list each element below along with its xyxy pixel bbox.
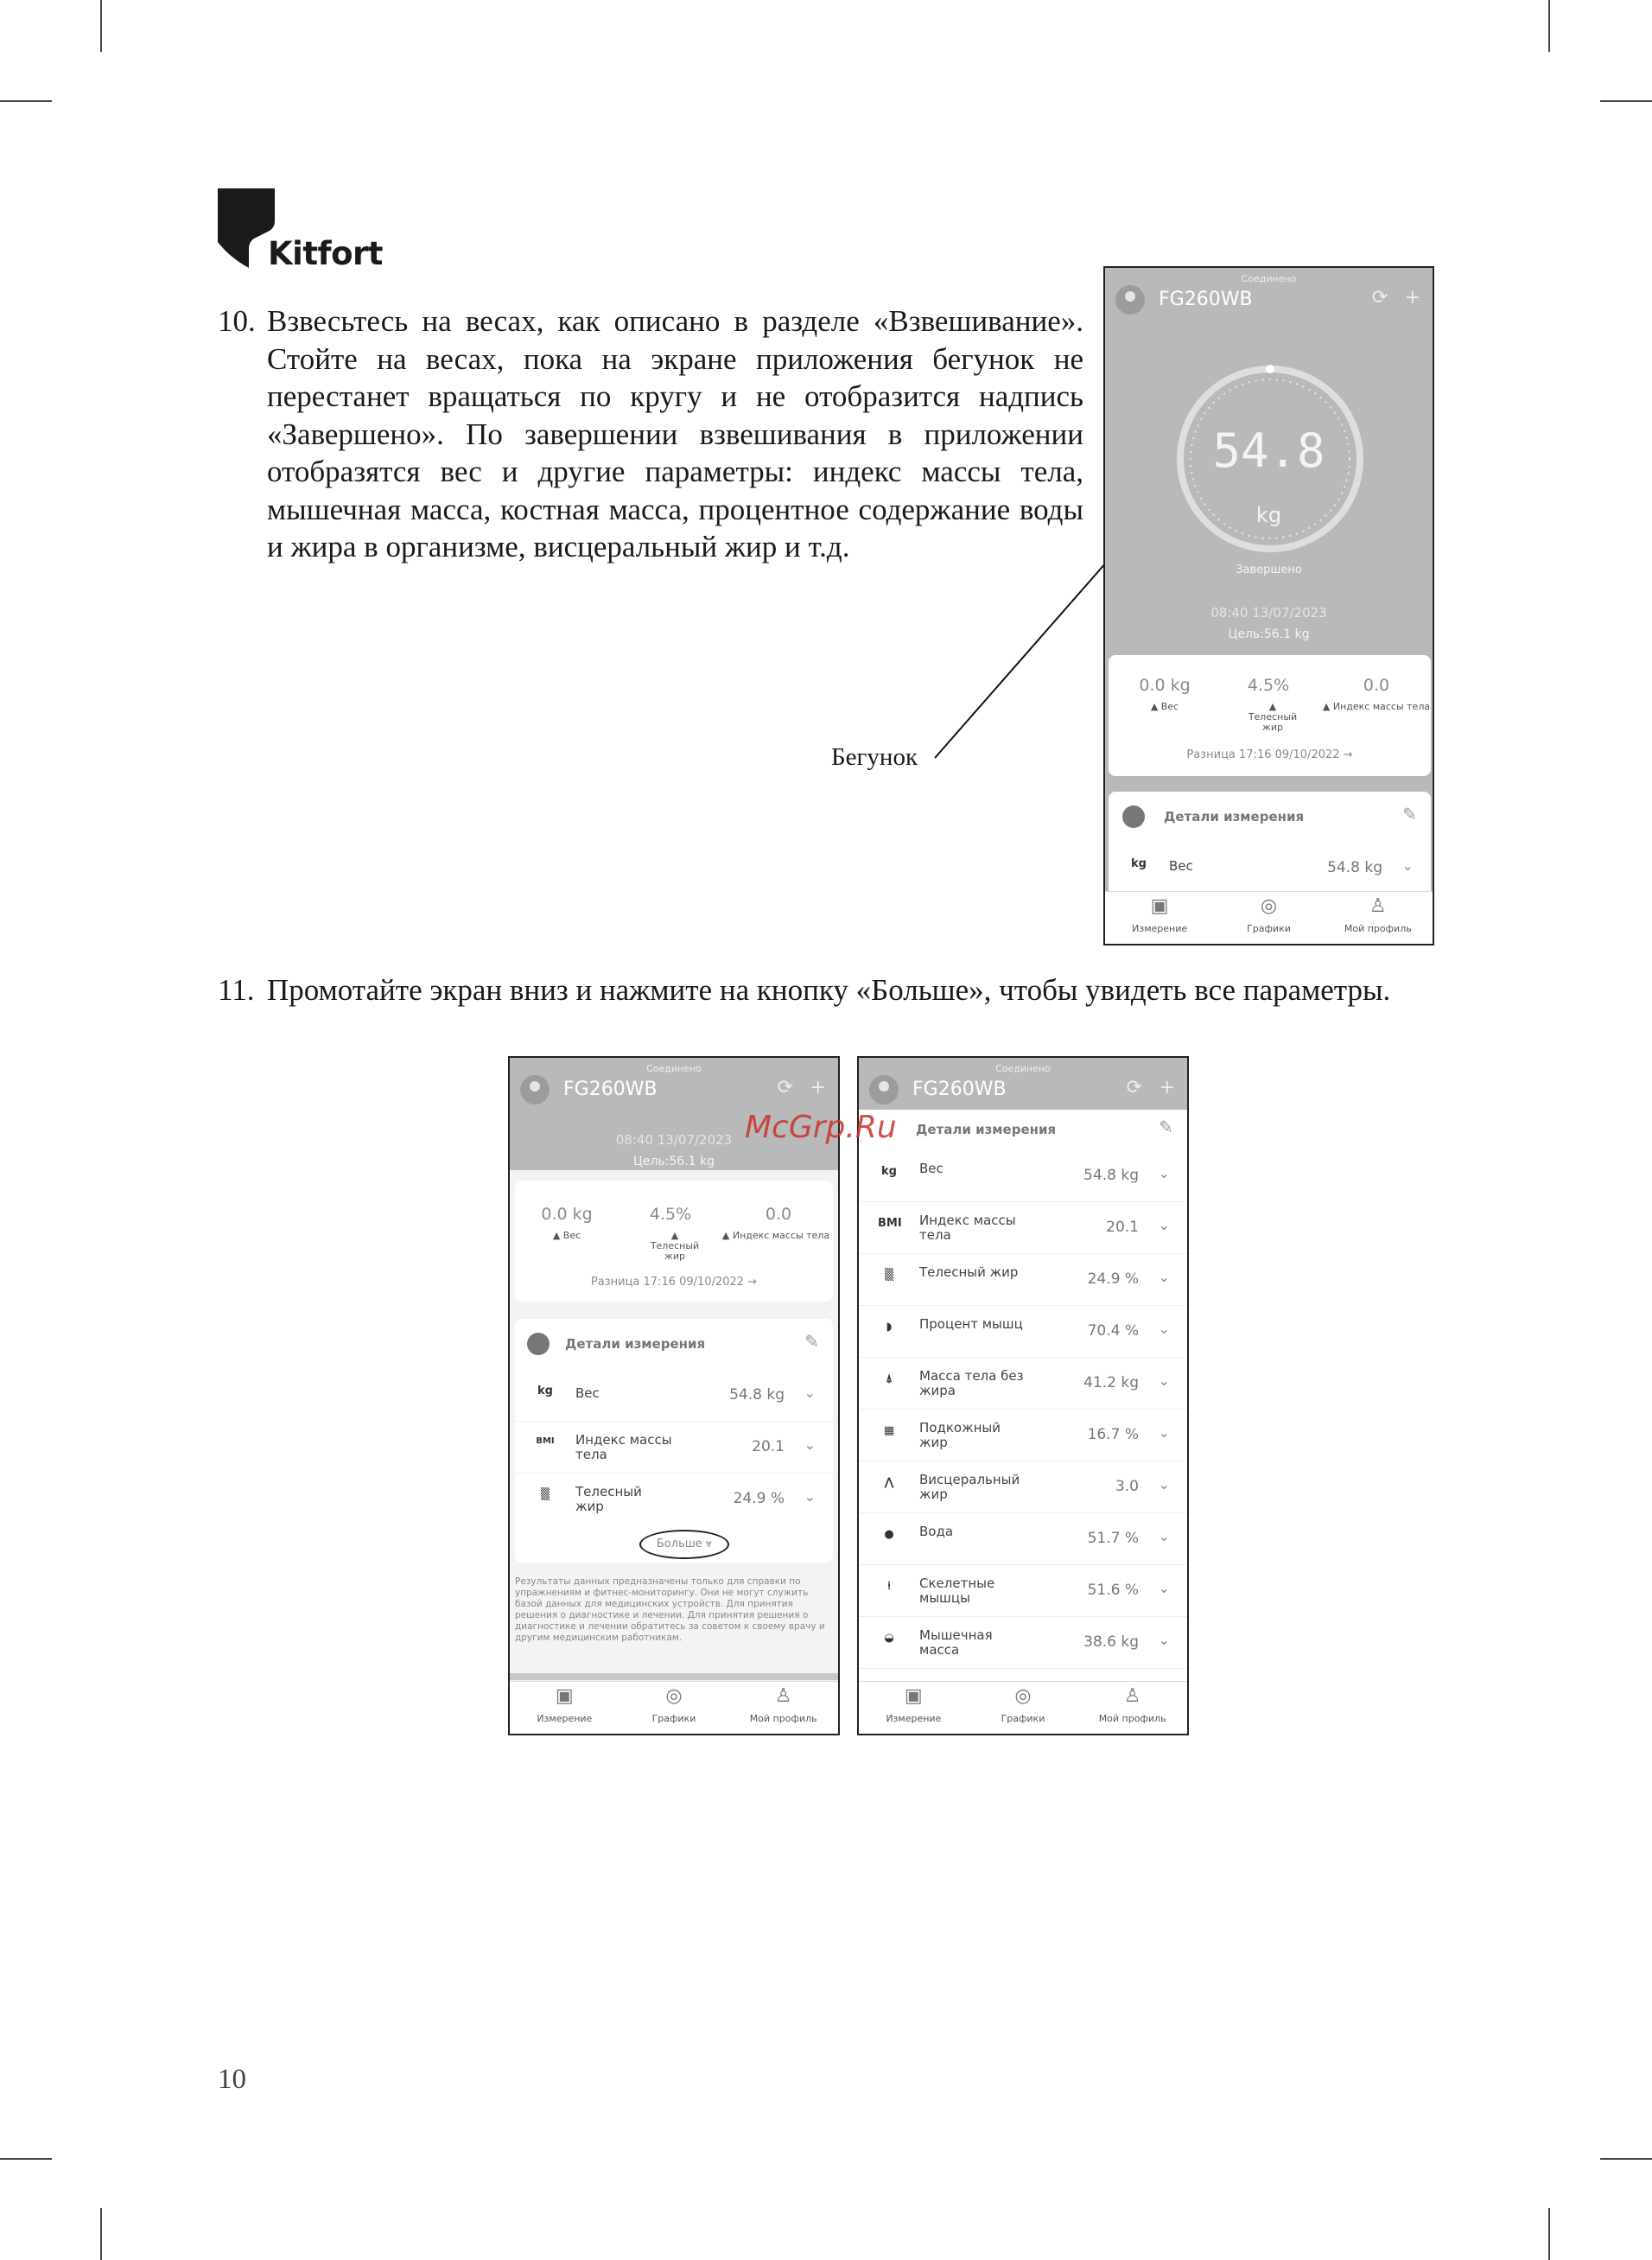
metric-value: 70.4 % (1087, 1322, 1139, 1340)
nav-profile[interactable] (1077, 1682, 1187, 1734)
scale-icon: ▣ (1150, 895, 1169, 917)
sync-icon[interactable]: ⟳ (1371, 287, 1388, 309)
datetime: 08:40 13/07/2023 (1210, 605, 1327, 621)
app-screenshot-weighing (1103, 266, 1434, 945)
summary-value: 4.5% (649, 1205, 692, 1224)
metric-icon: ▦ (883, 1424, 895, 1437)
chevron-down-icon[interactable]: ⌄ (1158, 1217, 1170, 1233)
app-screenshot-details (508, 1056, 840, 1735)
metric-label: Мышечная масса (919, 1627, 993, 1658)
details-title: Детали измерения (565, 1336, 706, 1352)
nav-label: Графики (1001, 1713, 1045, 1724)
metric-row[interactable] (859, 1566, 1187, 1617)
summary-label: ▲ Вес (552, 1230, 581, 1241)
step-number: 11. (218, 973, 255, 1007)
details-card (515, 1319, 833, 1563)
metric-value: 54.8 kg (1083, 1167, 1139, 1184)
avatar[interactable] (1115, 285, 1145, 315)
weight-value: 54.8 (1212, 423, 1325, 478)
metric-value: 3.0 (1115, 1478, 1139, 1495)
profile-icon: ♙ (1369, 895, 1387, 917)
scale-icon: ▣ (555, 1685, 574, 1707)
metric-icon: kg (1131, 857, 1147, 870)
page-number: 10 (218, 2064, 246, 2095)
chevron-down-icon[interactable]: ⌄ (1158, 1165, 1170, 1181)
disclaimer: Результаты данных предназначены только для справки по упражнениям и фитнес-мониторингу. Они не могут служить базой данных для медицинских устройств. Для принятия решения о диагностике и лечении. Для принятия решения о диагностике и лечении обратитесь за советом к своему врачу и другим медицинским работникам. (515, 1576, 825, 1643)
details-icon (1122, 805, 1145, 828)
edit-icon[interactable]: ✎ (804, 1331, 819, 1352)
metric-label: Подкожный жир (919, 1420, 1001, 1450)
summary-card (1109, 655, 1431, 776)
chevron-down-icon[interactable]: ⌄ (1158, 1632, 1170, 1648)
weight-unit: kg (1255, 503, 1282, 527)
metric-value: 16.7 % (1087, 1426, 1139, 1443)
scale-icon: ▣ (904, 1685, 923, 1707)
nav-measure[interactable] (510, 1682, 620, 1734)
metric-icon: ◒ (884, 1632, 894, 1645)
summary-value: 0.0 (1363, 676, 1390, 695)
chevron-down-icon[interactable]: ⌄ (1158, 1372, 1170, 1389)
nav-charts[interactable] (620, 1682, 729, 1734)
details-title: Детали измерения (916, 1122, 1057, 1137)
metric-icon: ● (884, 1528, 894, 1541)
device-name: FG260WB (912, 1079, 1007, 1100)
step-text: Взвесьтесь на весах, как описано в разделе «Взвешивание». Стойте на весах, пока на экране приложения бегунок не перестанет вращаться по кругу и не отобразится надпись «Завершено». По завершении взвешивания в приложении отобразятся вес и другие параметры: индекс массы тела, мышечная масса, костная масса, процентное содержание воды и жира в организме, висцеральный жир и т.д. (267, 304, 1083, 563)
nav-measure[interactable] (1105, 892, 1214, 944)
metric-label: Скелетные мышцы (919, 1576, 995, 1606)
nav-measure[interactable] (859, 1682, 969, 1734)
metric-value: 54.8 kg (1327, 859, 1382, 876)
summary-label: ▲ Телесный жир (1248, 701, 1298, 733)
metric-row[interactable] (859, 1462, 1187, 1513)
callout-label: Бегунок (831, 743, 918, 771)
metric-label: Масса тела без жира (919, 1368, 1024, 1398)
metric-value: 54.8 kg (729, 1386, 785, 1404)
app-screenshot-all-metrics (857, 1056, 1189, 1735)
difference-link[interactable]: Разница 17:16 09/10/2022 → (1186, 748, 1353, 761)
chart-icon: ◎ (665, 1685, 683, 1707)
nav-label: Измерение (537, 1713, 593, 1724)
sync-icon[interactable]: ⟳ (777, 1077, 793, 1098)
metric-icon: kg (537, 1385, 553, 1397)
metric-value: 51.7 % (1087, 1530, 1139, 1547)
profile-icon: ♙ (1123, 1685, 1141, 1707)
avatar[interactable] (869, 1075, 899, 1105)
metric-row[interactable] (515, 1371, 833, 1422)
add-icon[interactable]: + (1404, 287, 1420, 309)
nav-label: Измерение (1132, 923, 1188, 934)
status-finished: Завершено (1236, 563, 1302, 576)
metric-value: 20.1 (752, 1438, 785, 1455)
body-fat-icon: ▒ (541, 1488, 550, 1501)
metric-row[interactable] (859, 1255, 1187, 1306)
summary-value: 4.5% (1247, 676, 1290, 695)
chevron-down-icon[interactable]: ⌄ (1158, 1321, 1170, 1337)
nav-charts[interactable] (1214, 892, 1323, 944)
scroll-divider (510, 1673, 838, 1680)
nav-label: Мой профиль (1098, 1713, 1166, 1724)
goal: Цель:56.1 kg (632, 1155, 715, 1168)
nav-charts[interactable] (969, 1682, 1078, 1734)
details-title: Детали измерения (1164, 809, 1305, 824)
metric-label: Вес (1169, 858, 1193, 874)
nav-label: Измерение (886, 1713, 942, 1724)
connection-status: Соединено (646, 1063, 702, 1074)
nav-label: Мой профиль (1344, 923, 1412, 934)
metric-row[interactable] (859, 1359, 1187, 1410)
chevron-down-icon[interactable]: ⌄ (1158, 1476, 1170, 1493)
metric-label: Телесный жир (919, 1264, 1019, 1280)
difference-link[interactable]: Разница 17:16 09/10/2022 → (590, 1276, 758, 1289)
summary-label: ▲ Индекс массы тела (1322, 701, 1431, 712)
chart-icon: ◎ (1260, 895, 1278, 917)
step-number: 10. (218, 304, 256, 338)
nav-label: Мой профиль (749, 1713, 817, 1724)
metric-row[interactable] (515, 1423, 833, 1474)
summary-value: 0.0 kg (541, 1205, 593, 1224)
summary-value: 0.0 (765, 1205, 792, 1224)
chevron-down-icon[interactable]: ⌄ (1158, 1424, 1170, 1441)
nav-label: Графики (651, 1713, 696, 1724)
chevron-down-icon[interactable]: ⌄ (1401, 857, 1414, 874)
connection-status: Соединено (1241, 273, 1297, 284)
metric-label: Висцеральный жир (919, 1472, 1020, 1502)
metric-row[interactable] (859, 1307, 1187, 1358)
metric-row[interactable] (859, 1151, 1187, 1202)
metric-value: 20.1 (1106, 1219, 1139, 1236)
metric-icon: ▒ (885, 1269, 893, 1282)
summary-value: 0.0 kg (1139, 676, 1191, 695)
step-text: Промотайте экран вниз и нажмите на кнопку «Больше», чтобы увидеть все параметры. (267, 973, 1391, 1007)
metric-label: Индекс массы тела (575, 1432, 672, 1462)
metric-value: 41.2 kg (1083, 1374, 1139, 1391)
add-icon[interactable]: + (810, 1077, 826, 1098)
watermark: McGrp.Ru (745, 1110, 897, 1145)
metric-value: 51.6 % (1087, 1582, 1139, 1599)
device-name: FG260WB (1159, 289, 1253, 310)
nav-label: Графики (1247, 923, 1291, 934)
sync-icon[interactable]: ⟳ (1126, 1077, 1142, 1098)
bottom-nav (510, 1681, 838, 1734)
metric-value: 24.9 % (733, 1490, 785, 1507)
metric-icon: BMI (878, 1217, 902, 1230)
metric-row[interactable] (859, 1203, 1187, 1254)
chevron-down-icon[interactable]: ⌄ (804, 1385, 816, 1401)
metric-row[interactable] (859, 1514, 1187, 1565)
connection-status: Соединено (995, 1063, 1051, 1074)
metric-icon: ⍋ (886, 1372, 893, 1385)
metric-label: Вес (575, 1385, 600, 1401)
metric-label: Индекс массы тела (919, 1213, 1016, 1243)
summary-label: ▲ Вес (1150, 701, 1179, 712)
goal: Цель:56.1 kg (1228, 627, 1310, 641)
metric-value: 38.6 kg (1083, 1633, 1139, 1651)
nav-profile[interactable] (728, 1682, 838, 1734)
profile-icon: ♙ (774, 1685, 792, 1707)
metric-icon: ⍿ (887, 1580, 891, 1593)
runner-dot (1266, 365, 1274, 373)
chart-icon: ◎ (1014, 1685, 1032, 1707)
metric-label: Вес (919, 1161, 944, 1176)
bottom-nav (1105, 891, 1433, 944)
chevron-down-icon[interactable]: ⌄ (1158, 1269, 1170, 1285)
chevron-down-icon[interactable]: ⌄ (1158, 1528, 1170, 1544)
metric-row[interactable] (859, 1618, 1187, 1669)
metric-value: 24.9 % (1087, 1270, 1139, 1288)
avatar[interactable] (520, 1075, 550, 1105)
chevron-down-icon[interactable]: ⌄ (804, 1488, 816, 1505)
chevron-down-icon[interactable]: ⌄ (804, 1436, 816, 1453)
summary-label: ▲ Индекс массы тела (721, 1230, 830, 1241)
brand-name: Kitfort (268, 235, 383, 272)
metric-icon: ◗ (886, 1321, 893, 1334)
step-11 (218, 971, 1433, 1049)
add-icon[interactable]: + (1159, 1077, 1175, 1098)
metric-row[interactable] (1109, 844, 1431, 894)
summary-label: ▲ Телесный жир (650, 1230, 700, 1262)
metric-label: Телесный жир (575, 1484, 642, 1514)
metric-label: Процент мышц (919, 1316, 1023, 1332)
edit-icon[interactable]: ✎ (1159, 1117, 1173, 1137)
chevron-down-icon[interactable]: ⌄ (1158, 1580, 1170, 1596)
nav-profile[interactable] (1324, 892, 1433, 944)
summary-card (515, 1181, 833, 1302)
device-name: FG260WB (563, 1079, 658, 1100)
datetime: 08:40 13/07/2023 (615, 1132, 733, 1148)
more-button[interactable]: Больше ⩔ (639, 1530, 729, 1559)
metric-label: Вода (919, 1524, 954, 1539)
metric-row[interactable] (515, 1474, 833, 1525)
metric-icon: ⋀ (884, 1476, 894, 1489)
edit-icon[interactable]: ✎ (1402, 804, 1417, 824)
bmi-icon: BMI (536, 1436, 555, 1446)
details-icon (527, 1333, 550, 1355)
metric-icon: kg (881, 1165, 897, 1178)
metric-row[interactable] (859, 1410, 1187, 1461)
bottom-nav (859, 1681, 1187, 1734)
